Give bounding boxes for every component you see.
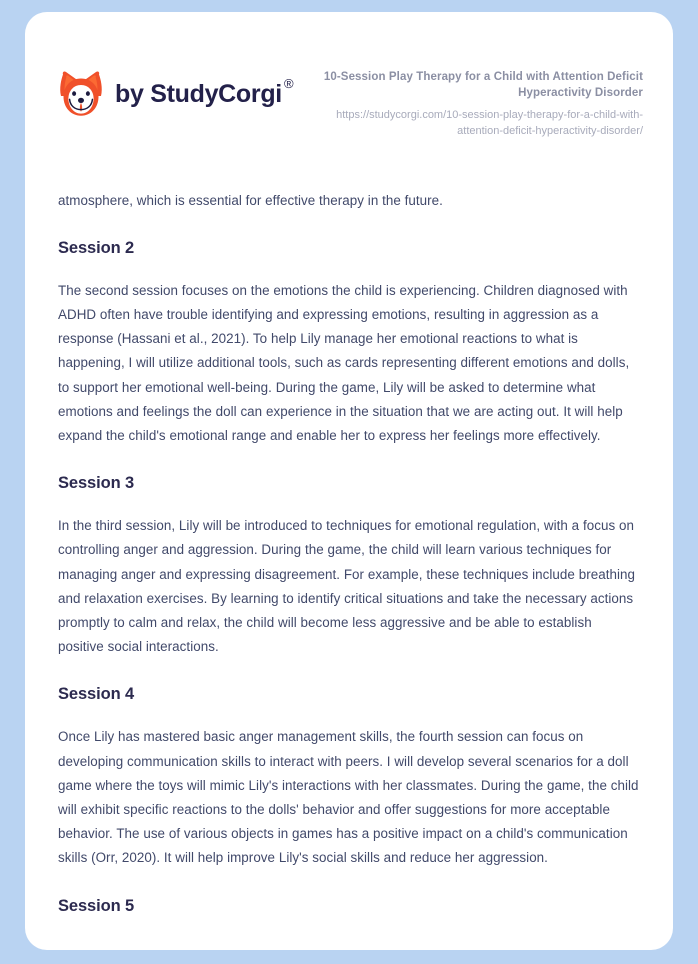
document-url[interactable]: https://studycorgi.com/10-session-play-therapy-for-a-child-with-attention-deficit-hyperactivity-disorder/ bbox=[336, 108, 643, 137]
heading-session-3: Session 3 bbox=[58, 474, 135, 493]
paragraph-session-2: The second session focuses on the emotions the child is experiencing. Children diagnosed with ADHD often have trouble identifying and expressing emotions, resulting in aggression as a response (Hassani et al., 2021). To help Lily manage her emotional reactions to what is happening, I will utilize additional tools, such as cards representing different emotions and dolls, to support her emotional well-being. During the game, Lily will be asked to determine what emotions and feelings the doll can experience in the situation that we are acting out. It will help expand the child's emotional range and enable her to express her feelings more effectively. bbox=[58, 282, 630, 443]
paragraph-session-3: In the third session, Lily will be introduced to techniques for emotional regulation, with a focus on controlling anger and aggression. During the game, the child will learn various techniques for managing anger and expressing disagreement. For example, these techniques include breathing and relaxation exercises. By learning to identify critical situations and take the necessary actions promptly to calm and relax, the child will become less aggressive and be able to establish positive social interactions. bbox=[58, 518, 635, 655]
brand-name: by StudyCorgi bbox=[115, 79, 282, 108]
document-title: 10-Session Play Therapy for a Child with Attention Deficit Hyperactivity Disorder bbox=[323, 71, 643, 100]
heading-session-5: Session 5 bbox=[58, 896, 135, 915]
paragraph-intro-continuation: atmosphere, which is essential for effective therapy in the future. bbox=[58, 192, 443, 208]
document-page-card bbox=[25, 12, 673, 950]
heading-session-2: Session 2 bbox=[58, 238, 135, 257]
studycorgi-brand[interactable] bbox=[58, 64, 293, 118]
brand-wordmark bbox=[115, 75, 294, 108]
document-meta bbox=[293, 64, 643, 140]
corgi-face-logo-icon bbox=[58, 70, 104, 118]
document-body bbox=[25, 189, 673, 916]
registered-trademark-icon: ® bbox=[283, 75, 294, 91]
document-header bbox=[25, 12, 673, 140]
paragraph-session-4: Once Lily has mastered basic anger management skills, the fourth session can focus on developing communication skills to interact with peers. I will develop several scenarios for a doll game where the toys will mimic Lily's interactions with her classmates. During the game, the child will exhibit specific reactions to the dolls' behavior and offer suggestions for more acceptable behavior. The use of various objects in games has a positive impact on a child's communication skills (Orr, 2020). It will help improve Lily's social skills and reduce her aggression. bbox=[58, 729, 639, 866]
heading-session-4: Session 4 bbox=[58, 685, 135, 704]
